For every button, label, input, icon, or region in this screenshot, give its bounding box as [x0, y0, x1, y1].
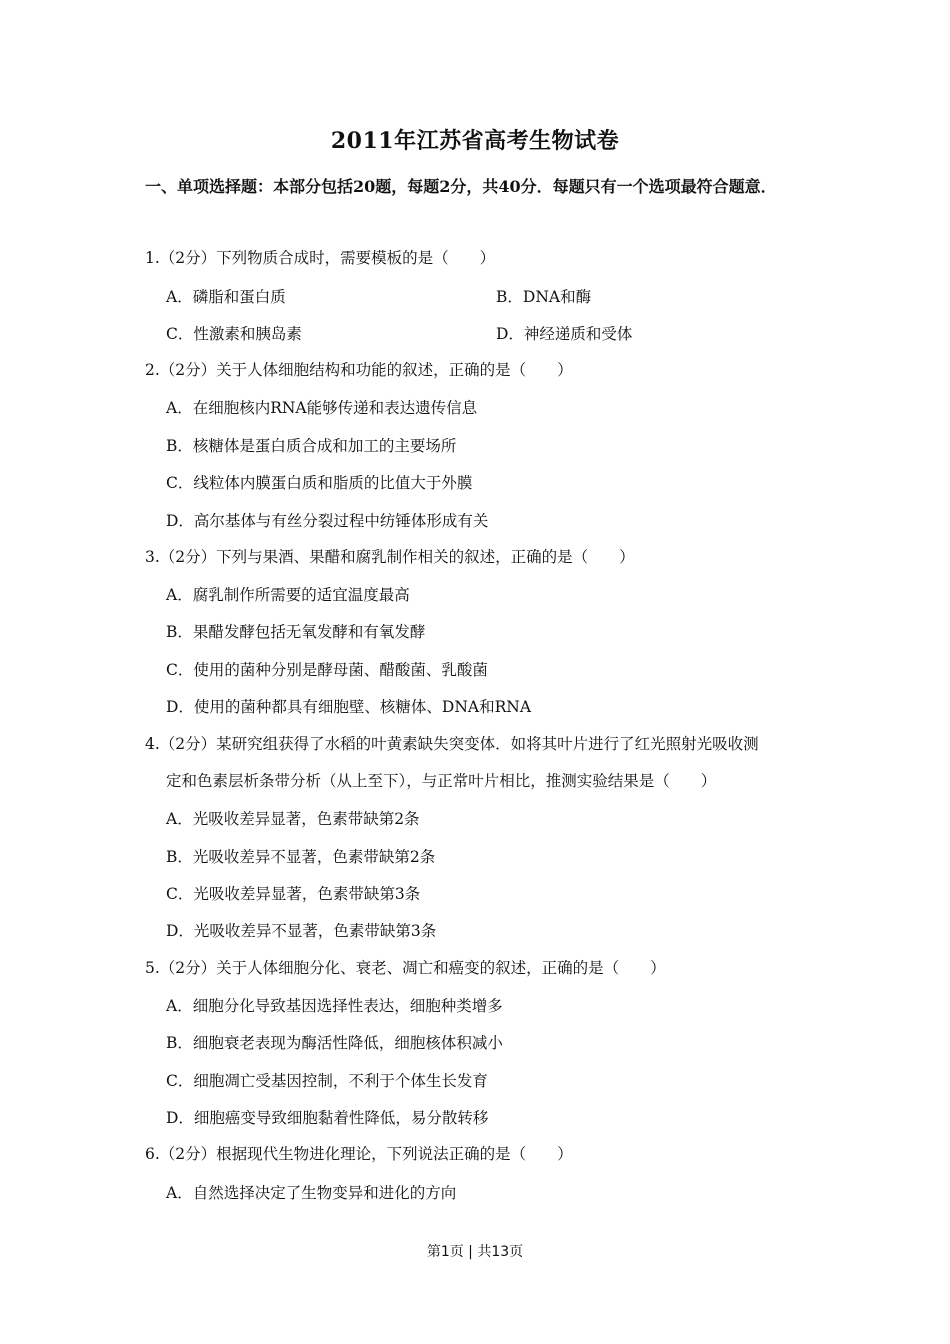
- question-3-option-b: B．果醋发酵包括无氧发酵和有氧发酵: [166, 623, 426, 641]
- question-3-stem: 3.（2分）下列与果酒、果醋和腐乳制作相关的叙述，正确的是（ ）: [145, 548, 635, 566]
- question-4-option-d: D．光吸收差异不显著，色素带缺第3条: [166, 922, 437, 940]
- question-5-option-c: C．细胞凋亡受基因控制，不利于个体生长发育: [166, 1072, 488, 1090]
- question-5-stem: 5.（2分）关于人体细胞分化、衰老、凋亡和癌变的叙述，正确的是（ ）: [145, 959, 666, 977]
- question-4-option-a: A．光吸收差异显著，色素带缺第2条: [166, 810, 420, 828]
- question-4-stem-line-2: 定和色素层析条带分析（从上至下），与正常叶片相比，推测实验结果是（ ）: [166, 772, 717, 790]
- question-4-stem-line-1: 4.（2分）某研究组获得了水稻的叶黄素缺失突变体．如将其叶片进行了红光照射光吸收测: [145, 735, 759, 753]
- question-2-option-a: A．在细胞核内RNA能够传递和表达遗传信息: [166, 399, 478, 417]
- question-1-option-c: C．性激素和胰岛素: [166, 325, 302, 343]
- page-footer: 第1页 | 共13页: [426, 1244, 524, 1260]
- question-2-option-c: C．线粒体内膜蛋白质和脂质的比值大于外膜: [166, 474, 473, 492]
- question-4-option-b: B．光吸收差异不显著，色素带缺第2条: [166, 848, 436, 866]
- question-5-option-d: D．细胞癌变导致细胞黏着性降低，易分散转移: [166, 1109, 489, 1127]
- question-5-option-b: B．细胞衰老表现为酶活性降低，细胞核体积减小: [166, 1034, 503, 1052]
- page-title: 2011年江苏省高考生物试卷: [330, 128, 620, 154]
- question-4-option-c: C．光吸收差异显著，色素带缺第3条: [166, 885, 421, 903]
- question-1-option-a: A．磷脂和蛋白质: [166, 288, 286, 306]
- question-3-option-d: D．使用的菌种都具有细胞壁、核糖体、DNA和RNA: [166, 698, 532, 716]
- question-1-option-d: D．神经递质和受体: [496, 325, 633, 343]
- question-5-option-a: A．细胞分化导致基因选择性表达，细胞种类增多: [166, 997, 503, 1015]
- question-1-stem: 1.（2分）下列物质合成时，需要模板的是（ ）: [145, 249, 496, 267]
- section-heading: 一、单项选择题：本部分包括20题，每题2分，共40分．每题只有一个选项最符合题意．: [145, 177, 777, 196]
- question-2-option-b: B．核糖体是蛋白质合成和加工的主要场所: [166, 437, 457, 455]
- question-6-stem: 6.（2分）根据现代生物进化理论，下列说法正确的是（ ）: [145, 1145, 573, 1163]
- question-2-stem: 2.（2分）关于人体细胞结构和功能的叙述，正确的是（ ）: [145, 361, 573, 379]
- question-3-option-a: A．腐乳制作所需要的适宜温度最高: [166, 586, 410, 604]
- question-1-option-b: B．DNA和酶: [496, 288, 592, 306]
- question-6-option-a: A．自然选择决定了生物变异和进化的方向: [166, 1184, 457, 1202]
- question-2-option-d: D．高尔基体与有丝分裂过程中纺锤体形成有关: [166, 512, 489, 530]
- question-3-option-c: C．使用的菌种分别是酵母菌、醋酸菌、乳酸菌: [166, 661, 488, 679]
